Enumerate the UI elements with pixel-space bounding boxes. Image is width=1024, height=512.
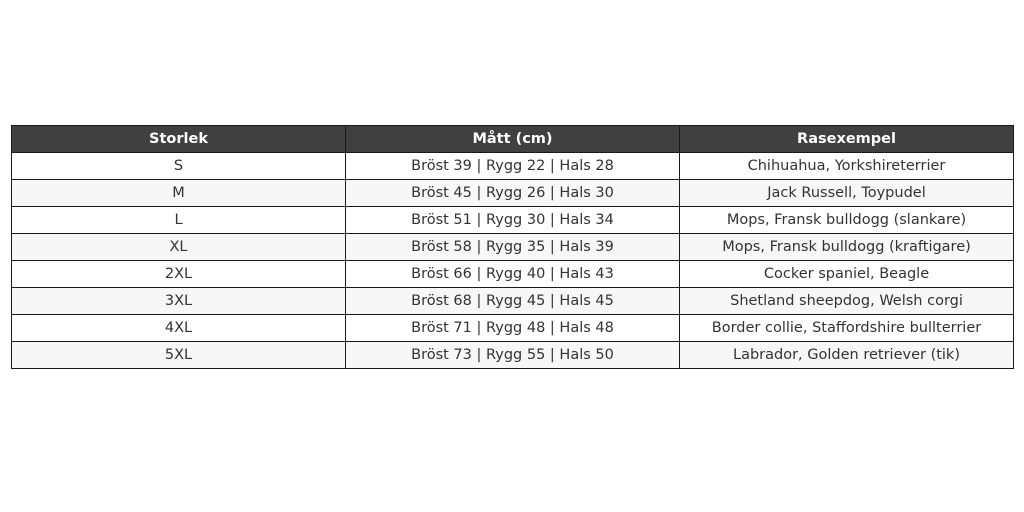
breeds-cell: Shetland sheepdog, Welsh corgi — [680, 288, 1014, 315]
measurements-cell: Bröst 58 | Rygg 35 | Hals 39 — [346, 234, 680, 261]
table-body — [12, 153, 1014, 369]
size-cell: S — [12, 153, 346, 180]
header-breeds: Rasexempel — [680, 126, 1014, 153]
size-cell: 5XL — [12, 342, 346, 369]
header-size: Storlek — [12, 126, 346, 153]
table-row — [12, 288, 1014, 315]
size-cell: XL — [12, 234, 346, 261]
measurements-cell: Bröst 68 | Rygg 45 | Hals 45 — [346, 288, 680, 315]
size-chart-table — [11, 125, 1014, 369]
measurements-cell: Bröst 71 | Rygg 48 | Hals 48 — [346, 315, 680, 342]
size-cell: 4XL — [12, 315, 346, 342]
measurements-cell: Bröst 66 | Rygg 40 | Hals 43 — [346, 261, 680, 288]
table-row — [12, 234, 1014, 261]
breeds-cell: Cocker spaniel, Beagle — [680, 261, 1014, 288]
table-row — [12, 207, 1014, 234]
breeds-cell: Mops, Fransk bulldogg (slankare) — [680, 207, 1014, 234]
header-row — [12, 126, 1014, 153]
table-row — [12, 315, 1014, 342]
breeds-cell: Border collie, Staffordshire bullterrier — [680, 315, 1014, 342]
size-cell: 2XL — [12, 261, 346, 288]
table-header — [12, 126, 1014, 153]
measurements-cell: Bröst 39 | Rygg 22 | Hals 28 — [346, 153, 680, 180]
table-row — [12, 180, 1014, 207]
measurements-cell: Bröst 73 | Rygg 55 | Hals 50 — [346, 342, 680, 369]
header-measurements: Mått (cm) — [346, 126, 680, 153]
measurements-cell: Bröst 45 | Rygg 26 | Hals 30 — [346, 180, 680, 207]
table-row — [12, 153, 1014, 180]
table-row — [12, 342, 1014, 369]
breeds-cell: Jack Russell, Toypudel — [680, 180, 1014, 207]
breeds-cell: Mops, Fransk bulldogg (kraftigare) — [680, 234, 1014, 261]
measurements-cell: Bröst 51 | Rygg 30 | Hals 34 — [346, 207, 680, 234]
breeds-cell: Labrador, Golden retriever (tik) — [680, 342, 1014, 369]
breeds-cell: Chihuahua, Yorkshireterrier — [680, 153, 1014, 180]
table-row — [12, 261, 1014, 288]
size-cell: L — [12, 207, 346, 234]
size-cell: 3XL — [12, 288, 346, 315]
size-cell: M — [12, 180, 346, 207]
